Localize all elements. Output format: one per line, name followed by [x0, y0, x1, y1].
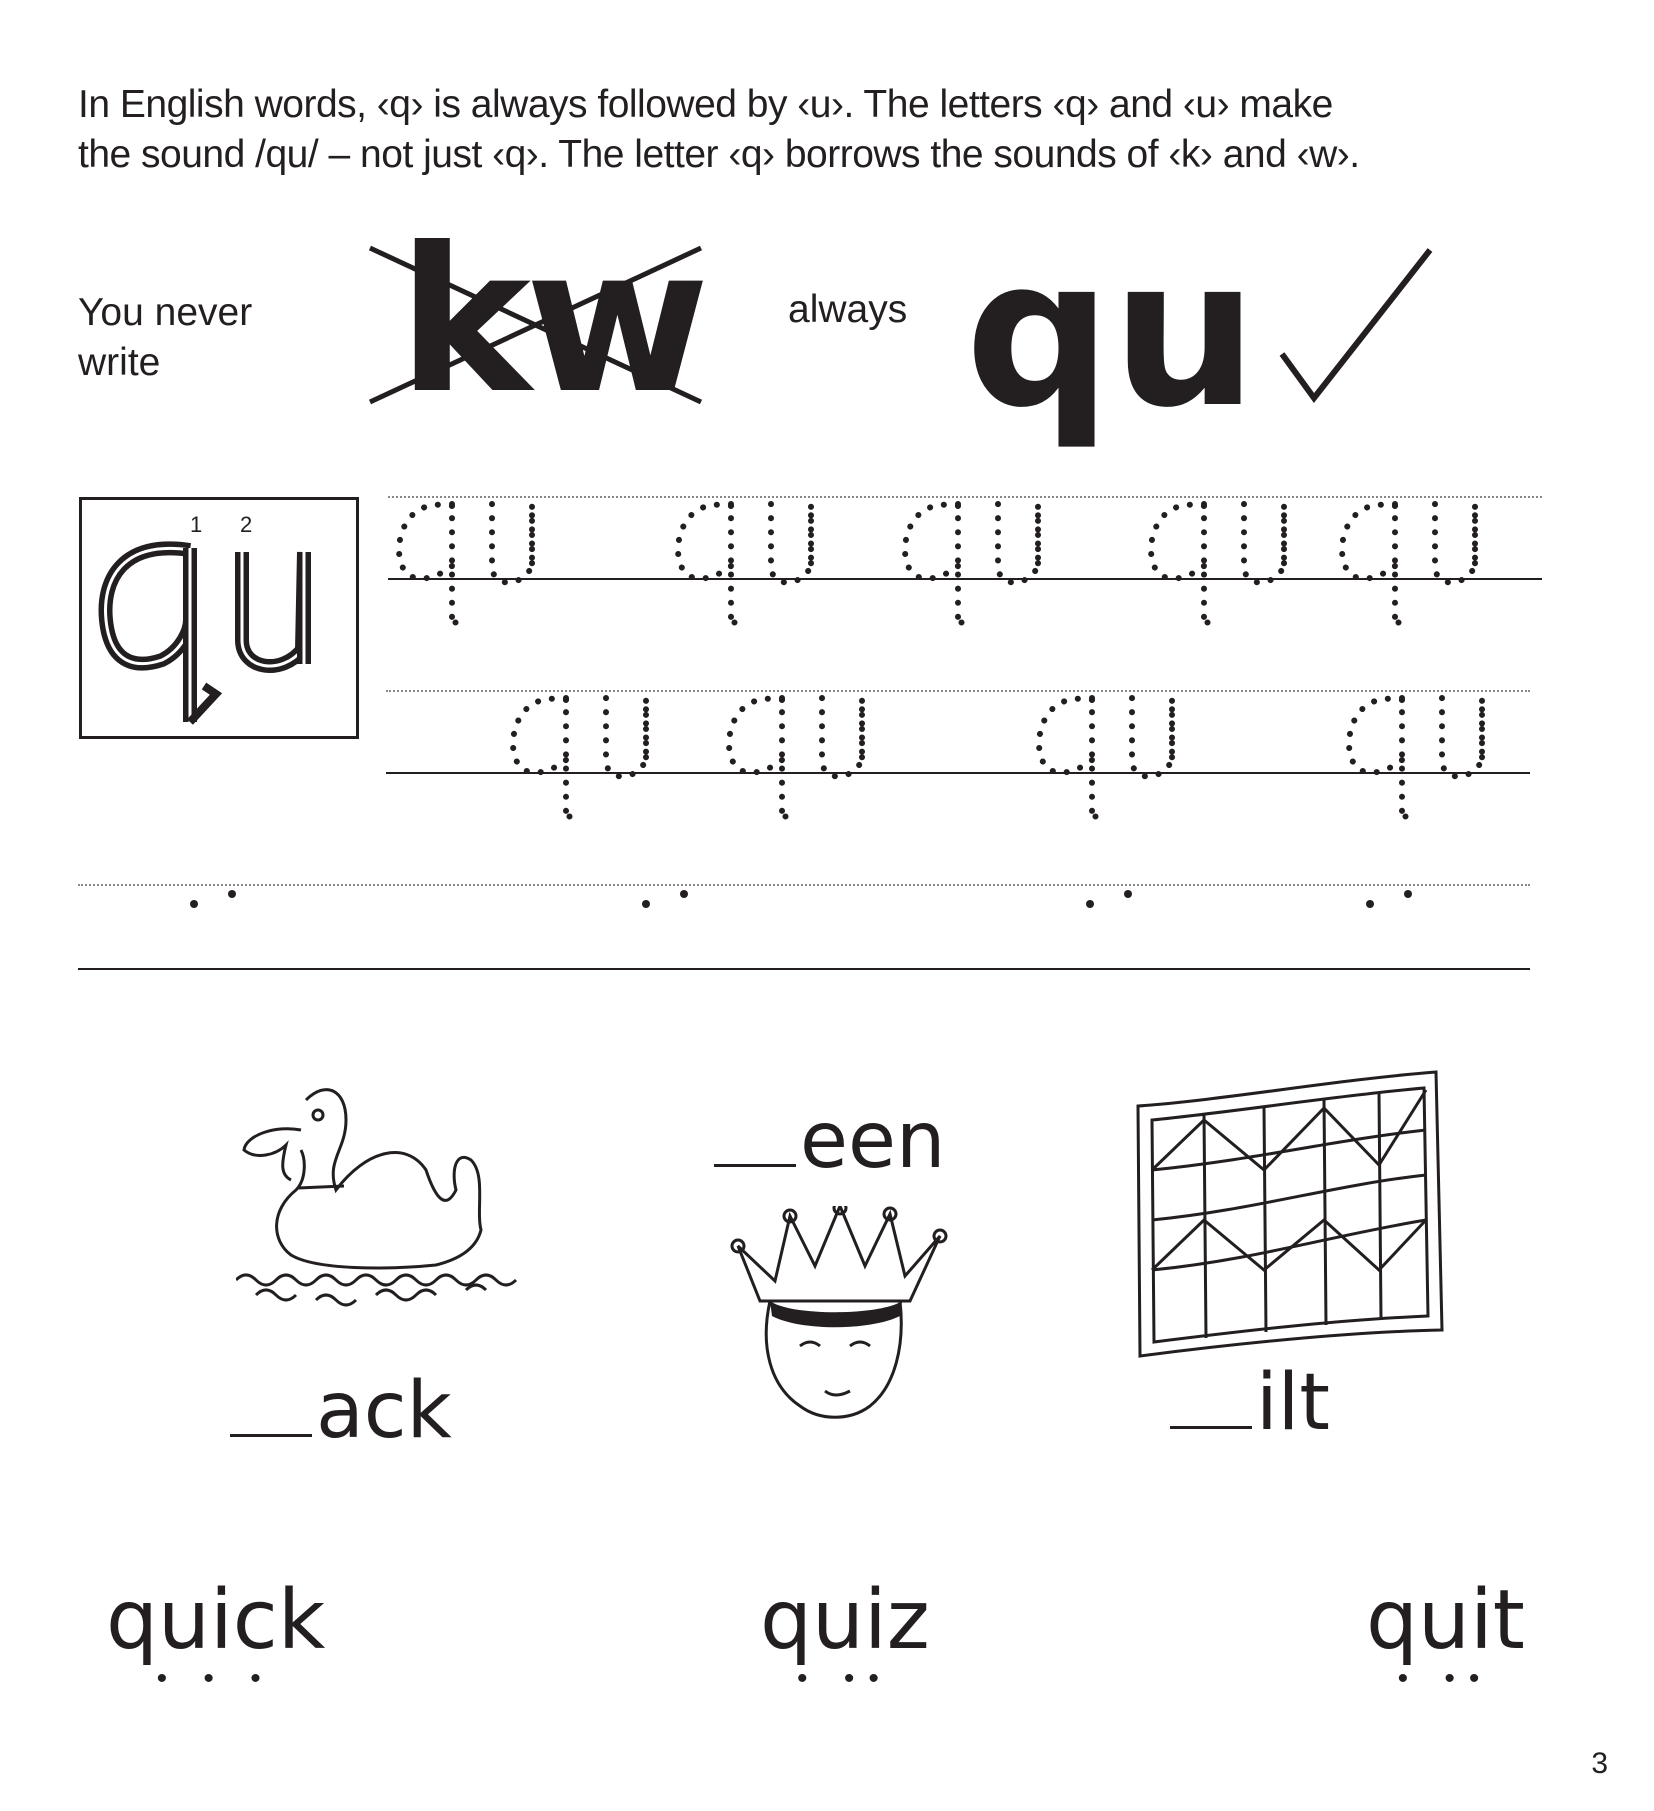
quilt-illustration [1134, 1070, 1446, 1360]
never-line-1: You never [78, 291, 253, 334]
sound-dots: • •• [797, 1662, 893, 1695]
stroke-number-2: 2 [240, 512, 253, 537]
word-suffix-ilt: ilt [1256, 1358, 1330, 1448]
fill-blank-duck[interactable] [230, 1366, 452, 1456]
word-text: quit [1366, 1573, 1525, 1668]
queen-illustration [730, 1206, 950, 1426]
stroke-number-1: 1 [190, 512, 203, 537]
qu-formation-icon [82, 500, 356, 736]
fill-blank-quilt[interactable] [1170, 1358, 1330, 1448]
blank-line[interactable] [714, 1164, 796, 1167]
sound-dots: • • • [156, 1662, 275, 1695]
word-suffix-ack: ack [316, 1366, 452, 1456]
word-text: quick [106, 1573, 326, 1668]
sound-dots: • •• [1397, 1662, 1494, 1695]
intro-line-2: the sound /qu/ – not just ‹q›. The letter ‹q› borrows the sounds of ‹k› and ‹w›. [78, 133, 1360, 176]
wrong-spelling-kw: kw [398, 205, 704, 438]
blank-line[interactable] [230, 1434, 312, 1437]
duck-illustration [236, 1080, 546, 1310]
never-line-2: write [78, 341, 161, 384]
cross-out-icon [368, 244, 703, 406]
blank-line[interactable] [1170, 1426, 1252, 1429]
word-suffix-een: een [800, 1096, 946, 1186]
tracing-row-1 [388, 496, 1542, 636]
checkmark-icon [1278, 246, 1438, 406]
intro-line-1: In English words, ‹q› is always followed by ‹u›. The letters ‹q› and ‹u› make [78, 83, 1333, 126]
page-number: 3 [1591, 1747, 1608, 1780]
tracing-row-3-start-dots [78, 884, 1530, 924]
sound-word-quick [106, 1573, 326, 1696]
letter-formation-model [79, 497, 359, 739]
word-text: quiz [760, 1573, 930, 1668]
sound-word-quit [1366, 1573, 1525, 1696]
never-write-label [78, 288, 252, 388]
always-label: always [788, 288, 908, 331]
correct-spelling-qu: qu [965, 215, 1258, 453]
tracing-row-2 [386, 690, 1530, 830]
intro-paragraph [78, 80, 1618, 180]
sound-word-quiz [760, 1573, 930, 1696]
tracing-row-3-baseline [78, 968, 1530, 970]
fill-blank-queen[interactable] [714, 1096, 946, 1186]
